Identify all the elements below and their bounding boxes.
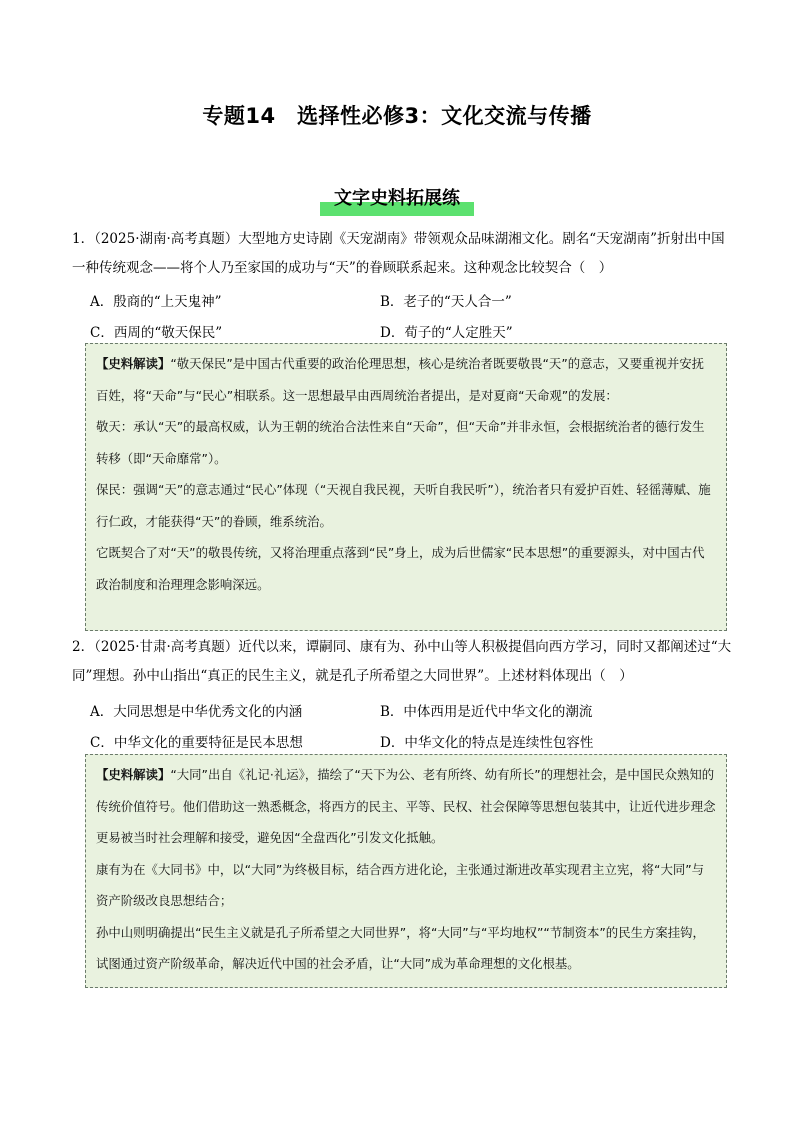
page-title: 专题14 选择性必修3：文化交流与传播 (202, 104, 592, 128)
section-heading (320, 180, 474, 216)
question-2-analysis-box (85, 754, 727, 988)
analysis-paragraph: 它既契合了对“天”的敬畏传统，又将治理重点落到“民”身上，成为后世儒家“民本思想”的重要源头，对中国古代政治制度和治理理念影响深远。 (96, 545, 705, 592)
question-2-option-a[interactable]: A．大同思想是中华优秀文化的内涵 (90, 704, 303, 720)
question-1-stem: 1．（2025·湖南·高考真题）大型地方史诗剧《天宠湖南》带领观众品味湖湘文化。剧名“天宠湖南”折射出中国一种传统观念——将个人乃至家国的成功与“天”的眷顾联系起来。这种观念比较契合（ ） (72, 231, 725, 276)
analysis-tag: 【史料解读】 (96, 356, 171, 371)
question-2-option-b[interactable]: B．中体西用是近代中华文化的潮流 (380, 704, 593, 720)
analysis-text: “大同”出自《礼记·礼运》，描绘了“天下为公、老有所终、幼有所长”的理想社会，是中国民众熟知的传统价值符号。他们借助这一熟悉概念，将西方的民主、平等、民权、社会保障等思想包装其中，让近代进步理念更易被当时社会理解和接受，避免因“全盘西化”引发文化抵触。 (96, 767, 716, 845)
question-1-option-a[interactable]: A．殷商的“上天鬼神” (90, 294, 222, 310)
question-2 (72, 633, 734, 691)
analysis-text: “敬天保民”是中国古代重要的政治伦理思想，核心是统治者既要敬畏“天”的意志，又要重视并安抚百姓，将“天命”与“民心”相联系。这一思想最早由西周统治者提出，是对夏商“天命观”的发展： (96, 356, 705, 403)
analysis-paragraph (96, 759, 716, 854)
question-1-analysis-box (85, 343, 727, 631)
analysis-paragraph: 孙中山则明确提出“民生主义就是孔子所希望之大同世界”，将“大同”与“平均地权”“节制资本”的民生方案挂钩，试图通过资产阶级革命，解决近代中国的社会矛盾，让“大同”成为革命理想的文化根基。 (96, 924, 705, 971)
question-2-stem: 2．（2025·甘肃·高考真题）近代以来，谭嗣同、康有为、孙中山等人积极提倡向西方学习，同时又都阐述过“大同”理想。孙中山指出“真正的民生主义，就是孔子所希望之大同世界”。上述材料体现出（ ） (72, 639, 732, 684)
section-heading-wrap (0, 180, 794, 216)
analysis-tag: 【史料解读】 (96, 767, 171, 782)
question-1-option-b[interactable]: B．老子的“天人合一” (380, 294, 512, 310)
analysis-paragraph: 敬天：承认“天”的最高权威，认为王朝的统治合法性来自“天命”，但“天命”并非永恒，会根据统治者的德行发生转移（即“天命靡常”）。 (96, 419, 705, 466)
question-1-option-c[interactable]: C．西周的“敬天保民” (90, 325, 223, 341)
question-1-option-d[interactable]: D．荀子的“人定胜天” (380, 325, 513, 341)
section-heading-text: 文字史料拓展练 (334, 188, 460, 209)
analysis-paragraph: 康有为在《大同书》中，以“大同”为终极目标，结合西方进化论，主张通过渐进改革实现君主立宪，将“大同”与资产阶级改良思想结合； (96, 861, 705, 908)
question-2-option-d[interactable]: D．中华文化的特点是连续性包容性 (380, 735, 594, 751)
question-2-option-c[interactable]: C．中华文化的重要特征是民本思想 (90, 735, 303, 751)
analysis-paragraph: 保民：强调“天”的意志通过“民心”体现（“天视自我民视，天听自我民听”），统治者只有爱护百姓、轻徭薄赋、施行仁政，才能获得“天”的眷顾，维系统治。 (96, 482, 711, 529)
question-1 (72, 225, 734, 283)
analysis-paragraph (96, 348, 716, 411)
